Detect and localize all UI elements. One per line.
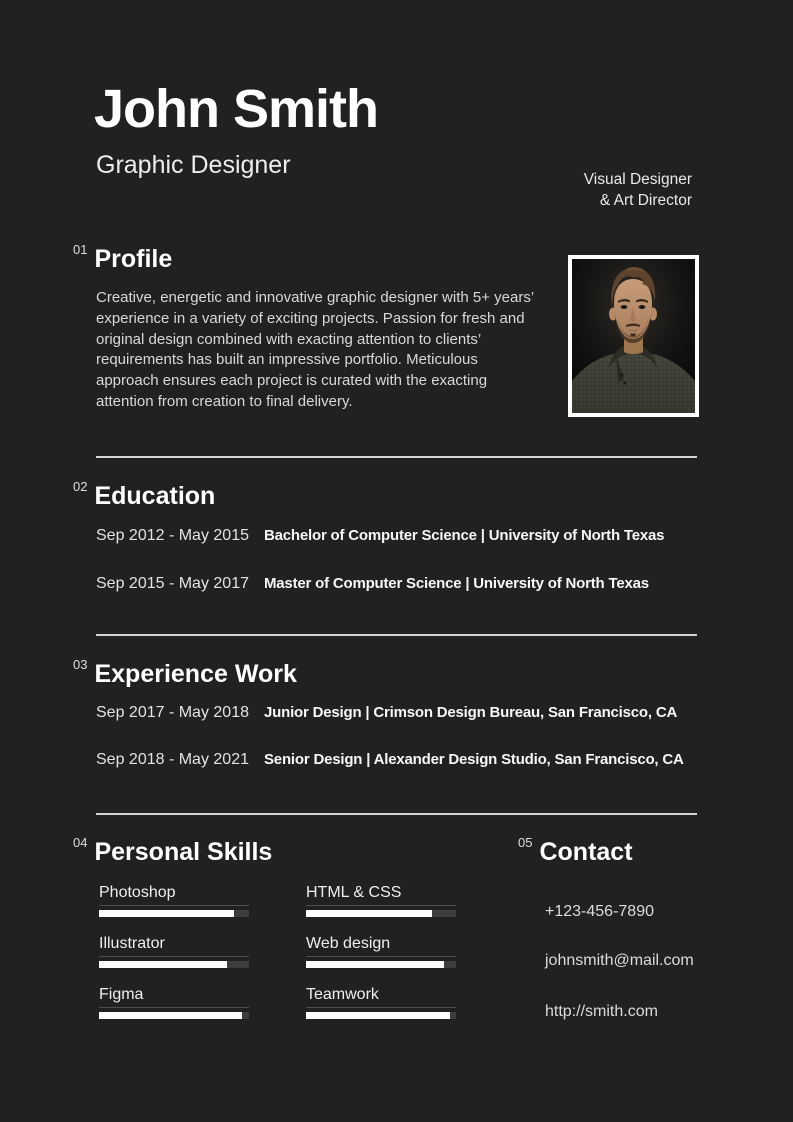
experience-detail: Senior Design | Alexander Design Studio, San Francisco, CA (264, 751, 684, 768)
education-period: Sep 2015 - May 2017 (96, 575, 249, 592)
section-divider (96, 634, 697, 636)
skill-item (306, 935, 456, 968)
contact-website[interactable]: http://smith.com (545, 1003, 658, 1020)
education-row (96, 575, 736, 593)
tagline-line-1: Visual Designer (583, 171, 692, 188)
skill-item (99, 935, 249, 968)
section-title: Personal Skills (94, 838, 273, 866)
skill-item (99, 986, 249, 1019)
section-title: Profile (94, 245, 173, 273)
section-number: 03 (73, 657, 88, 672)
section-title: Experience Work (94, 660, 297, 688)
education-detail: Bachelor of Computer Science | University of North Texas (264, 527, 665, 544)
skill-underline (306, 956, 456, 957)
person-job-title: Graphic Designer (96, 151, 291, 179)
education-period: Sep 2012 - May 2015 (96, 527, 249, 544)
skill-progress-bar (99, 910, 249, 917)
tagline-line-2: & Art Director (599, 192, 692, 209)
section-number: 05 (518, 835, 533, 850)
section-heading-contact (518, 835, 633, 865)
skill-progress-bar (306, 910, 456, 917)
skill-label: Teamwork (306, 986, 379, 1003)
experience-period: Sep 2017 - May 2018 (96, 704, 249, 721)
skill-label: Photoshop (99, 884, 176, 901)
skill-item (306, 986, 456, 1019)
skill-item (306, 884, 456, 917)
skill-item (99, 884, 249, 917)
profile-photo (568, 255, 699, 417)
skill-progress-fill (306, 910, 432, 917)
skill-progress-bar (306, 961, 456, 968)
portrait-illustration (572, 259, 695, 413)
skill-progress-fill (99, 910, 234, 917)
section-number: 01 (73, 242, 88, 257)
skill-underline (306, 1007, 456, 1008)
section-heading-skills (73, 835, 272, 865)
skill-progress-bar (99, 1012, 249, 1019)
section-title: Education (94, 482, 216, 510)
skill-underline (99, 956, 249, 957)
section-divider (96, 456, 697, 458)
skill-progress-fill (306, 1012, 450, 1019)
experience-row (96, 704, 736, 722)
skill-progress-fill (99, 1012, 242, 1019)
skill-progress-bar (99, 961, 249, 968)
person-name: John Smith (94, 79, 378, 139)
section-number: 04 (73, 835, 88, 850)
section-heading-experience (73, 657, 297, 687)
contact-email[interactable]: johnsmith@mail.com (545, 952, 694, 969)
experience-row (96, 751, 736, 769)
experience-detail: Junior Design | Crimson Design Bureau, San Francisco, CA (264, 704, 678, 721)
skill-progress-fill (306, 961, 444, 968)
skill-progress-bar (306, 1012, 456, 1019)
section-number: 02 (73, 479, 88, 494)
skill-underline (99, 1007, 249, 1008)
profile-summary-text: Creative, energetic and innovative graphic designer with 5+ years’ experience in a variety of exciting projects. Passion for fresh and original design combined with exacting attention to clients’ requirements has built an impressive portfolio. Meticulous approach ensures each project is curated with the exacting attention from creation to final delivery. (96, 289, 534, 410)
skill-underline (99, 905, 249, 906)
experience-period: Sep 2018 - May 2021 (96, 751, 249, 768)
skill-label: Web design (306, 935, 391, 952)
skill-progress-fill (99, 961, 227, 968)
skill-label: Figma (99, 986, 144, 1003)
education-detail: Master of Computer Science | University of North Texas (264, 575, 649, 592)
education-row (96, 527, 736, 545)
section-title: Contact (539, 838, 633, 866)
skill-label: Illustrator (99, 935, 165, 952)
section-heading-education (73, 479, 215, 509)
skill-label: HTML & CSS (306, 884, 402, 901)
section-divider (96, 813, 697, 815)
contact-phone[interactable]: +123-456-7890 (545, 903, 654, 920)
section-heading-profile (73, 242, 172, 272)
skill-underline (306, 905, 456, 906)
tagline (584, 169, 692, 211)
